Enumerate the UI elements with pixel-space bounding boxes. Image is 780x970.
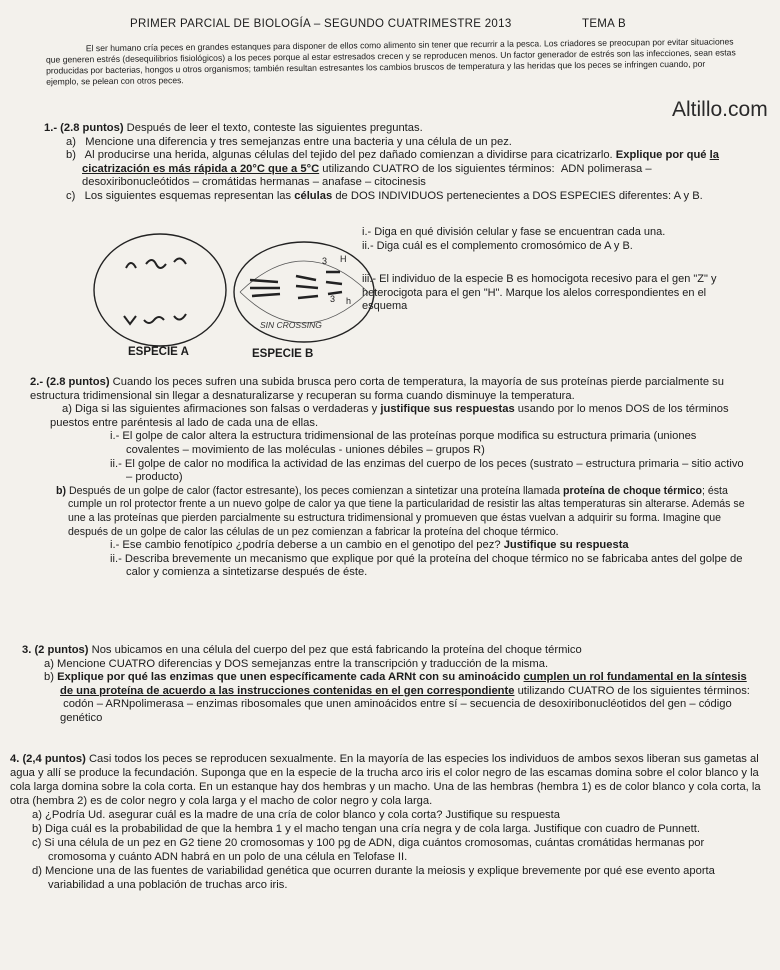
- allele-label-3: 3: [330, 294, 336, 304]
- q1-c-subquestions: [362, 226, 742, 314]
- chromosome-b2: [296, 276, 318, 298]
- allele-label-4: h: [346, 296, 352, 306]
- q1-c-ii: ii.- Diga cuál es el complemento cromosómico de A y B.: [362, 239, 633, 252]
- watermark-logo: Altillo.com: [672, 98, 768, 121]
- q3-b-terms: codón – ARNpolimerasa – enzimas ribosomales que unen aminoácidos entre sí – secuencia de desoxiribonucléotidos del gen – código genético: [60, 698, 732, 724]
- exam-title: PRIMER PARCIAL DE BIOLOGÍA – SEGUNDO CUATRIMESTRE 2013: [130, 18, 512, 30]
- q1-c-i: i.- Diga en qué división celular y fase se encuentran cada una.: [362, 226, 666, 238]
- spindle-fibers: [240, 261, 368, 323]
- q3-title: 3. (2 puntos): [22, 644, 89, 656]
- cell-diagrams: [90, 228, 390, 352]
- q2-b-i: i.- Ese cambio fenotípico ¿podría deberse a un cambio en el genotipo del pez?: [110, 539, 501, 552]
- chromosome-a1: [126, 263, 136, 268]
- q3-a: a) Mencione CUATRO diferencias y DOS semejanzas entre la transcripción y traducción de la misma.: [44, 657, 549, 670]
- exam-header: [130, 18, 626, 30]
- q4-c: c) Si una célula de un pez en G2 tiene 20 cromosomas y 100 pg de ADN, diga cuántos cromosomas, cuántas cromátidas hermanas por cromosoma y cuánto ADN habrá en un polo de una célula en Telofase II.: [32, 837, 705, 863]
- q1-b: Al producirse una herida, algunas células del tejido del pez dañado comienzan a dividirse para cicatrizarlo.: [84, 149, 613, 162]
- q2-a-i: i.- El golpe de calor altera la estructura tridimensional de las proteínas porque modifica su estructura primaria (uniones covalentes – movimiento de las moléculas - uniones débiles – grupos R): [110, 430, 697, 456]
- question-2: 2.- (2.8 puntos) Cuando los peces sufren una subida brusca pero corta de temperatura, la mayoría de sus proteínas pierde parcialmente su estructura tridimensional sin llegar a desnaturalizarse y recuperan su forma cuando disminuye la temperatura. a) Diga si las siguientes afirmaciones son falsas o verdaderas y justifique sus respuestas usando por lo menos DOS de los términos puestos entre paréntesis al lado de cada una de ellas. i.- El golpe de calor altera la estructura tridimensional de las proteínas porque modifica su estructura primaria (uniones covalentes – movimiento de las moléculas - uniones débiles – grupos R) ii.- El golpe de calor no modifica la actividad de las enzimas del cuerpo de los peces (sustrato – estructura primaria – sitio activo – producto) b) Después de un golpe de calor (factor estresante), los peces comienzan a sintetizar una proteína llamada proteína de choque térmico; ésta cumple un rol protector frente a un nuevo golpe de calor ya que tiene la particularidad de resistir las altas temperaturas sin alterarse. Además se une a las proteínas que pierden parcialmente su estructura tridimensional y promueven que éstas vuelvan a adquirir su forma. Imagine que después de un golpe de calor las células de un pez comienzan a fabricar la proteína del choque térmico. i.- Ese cambio fenotípico ¿podría deberse a un cambio en el genotipo del pez? Justifique su respuesta ii.- Describa brevemente un mecanismo que explique por qué la proteína del choque térmico no se fabricaba antes del golpe de calor y comienza a sintetizarse después de éste.: [30, 376, 752, 580]
- handwritten-note: SIN CROSSING: [260, 320, 322, 330]
- q2-a-ii: ii.- El golpe de calor no modifica la actividad de las enzimas del cuerpo de los peces (sustrato – estructura primaria – sitio activo – producto): [110, 457, 744, 484]
- chromosome-b3: [326, 272, 342, 294]
- allele-label-2: H: [340, 254, 347, 264]
- q4-title: 4. (2,4 puntos): [10, 753, 86, 765]
- cell-a-outline: [94, 234, 226, 346]
- q2-title: 2.- (2.8 puntos): [30, 376, 110, 388]
- q1-text: Después de leer el texto, conteste las siguientes preguntas.: [126, 122, 423, 134]
- q1-a: Mencione una diferencia y tres semejanzas entre una bacteria y una célula de un pez.: [85, 135, 512, 148]
- q2-b-ii: ii.- Describa brevemente un mecanismo que explique por qué la proteína del choque térmico no se fabricaba antes del golpe de calor y comienza a sintetizarse después de éste.: [110, 552, 743, 579]
- q1-b-terms: ADN polimerasa – desoxiribonucleótidos – cromátidas hermanas – anafase – citocinesis: [82, 162, 652, 189]
- species-b-label: ESPECIE B: [252, 348, 314, 360]
- question-4: 4. (2,4 puntos) Casi todos los peces se reproducen sexualmente. En la mayoría de las especies los individuos de ambos sexos liberan sus gametas al agua y allí se produce la fecundación. Suponga que en la especie de la trucha arco iris el color negro de las escamas domina sobre el color blanco y la cola larga domina sobre la cola corta. En un estanque hay dos hembras y un macho. Una de las hembras (hembra 1) es de color blanco y cola corta, la otra (hembra 2) es de color negro y cola larga y el macho de color negro y cola larga. a) ¿Podría Ud. asegurar cuál es la madre de una cría de color blanco y cola corta? Justifique su respuesta b) Diga cuál es la probabilidad de que la hembra 1 y el macho tengan una cría negra y de cola larga. Justifique con cuadro de Punnett. c) Si una célula de un pez en G2 tiene 20 cromosomas y 100 pg de ADN, diga cuántos cromosomas, cuántas cromátidas hermanas por cromosoma y cuánto ADN habrá en un polo de una célula en Telofase II. d) Mencione una de las fuentes de variabilidad genética que ocurren durante la meiosis y explique brevemente por qué ese evento aporta variabilidad a una población de truchas arco iris.: [10, 753, 761, 891]
- question-3: 3. (2 puntos) Nos ubicamos en una célula del cuerpo del pez que está fabricando la proteína del choque térmico a) Mencione CUATRO diferencias y DOS semejanzas entre la transcripción y traducción de la misma. b) Explique por qué las enzimas que unen específicamente cada ARNt con su aminoácido cumplen un rol fundamental en la síntesis de una proteína de acuerdo a las instrucciones contenidas en el gen correspondiente utilizando CUATRO de los siguientes términos: codón – ARNpolimerasa – enzimas ribosomales que unen aminoácidos entre sí – secuencia de desoxiribonucléotidos del gen – código genético: [22, 644, 758, 726]
- chromosome-b1: [250, 280, 280, 296]
- chromosome-a2: [146, 260, 166, 268]
- chromosome-a5: [144, 317, 164, 323]
- chromosome-a6: [174, 314, 186, 320]
- allele-label-1: 3: [322, 256, 328, 266]
- q4-d: d) Mencione una de las fuentes de variabilidad genética que ocurren durante la meiosis y explique brevemente por qué ese evento aporta variabilidad a una población de truchas arco iris.: [32, 865, 715, 891]
- exam-tema: TEMA B: [582, 18, 626, 30]
- intro-paragraph: El ser humano cría peces en grandes estanques para disponer de ellos como alimento sin tener que recurrir a la pesca. Los criadores se preocupan por evitar situaciones que generen estrés (desequilibrios fisiológicos) a los peces porque al estar estresados crecen y se reproducen menos. Un factor generador de estrés son las infecciones, sean estas producidas por bacterias, hongos u otros organismos; también resultan estresantes los cambios bruscos de temperatura y las heridas que los peces se infringen cuando, por ejemplo, se pelean con otros peces.: [45, 36, 736, 87]
- q4-a: a) ¿Podría Ud. asegurar cuál es la madre de una cría de color blanco y cola corta? Justifique su respuesta: [32, 809, 560, 821]
- chromosome-a4: [124, 316, 136, 324]
- q4-b: b) Diga cuál es la probabilidad de que la hembra 1 y el macho tengan una cría negra y de cola larga. Justifique con cuadro de Punnett.: [32, 823, 700, 835]
- q1-c-iii: iii.- El individuo de la especie B es homocigota recesivo para el gen "Z" y heterocigota para el gen "H". Marque los alelos correspondientes en el esquema: [362, 273, 717, 312]
- species-a-label: ESPECIE A: [128, 346, 189, 358]
- q1-c: de DOS INDIVIDUOS pertenecientes a DOS ESPECIES diferentes: A y B.: [335, 189, 703, 202]
- chromosome-a3: [174, 258, 186, 264]
- question-1: 1.- (2.8 puntos) Después de leer el texto, conteste las siguientes preguntas. a) Mencione una diferencia y tres semejanzas entre una bacteria y una célula de un pez. b) Al producirse una herida, algunas células del tejido del pez dañado comienzan a dividirse para cicatrizarlo. Explique por qué la cicatrización es más rápida a 20°C que a 5°C utilizando CUATRO de los siguientes términos: ADN polimerasa – desoxiribonucleótidos – cromátidas hermanas – anafase – citocinesis c) Los siguientes esquemas representan las células de DOS INDIVIDUOS pertenecientes a DOS ESPECIES diferentes: A y B.: [44, 122, 719, 202]
- q1-title: 1.- (2.8 puntos): [44, 122, 124, 134]
